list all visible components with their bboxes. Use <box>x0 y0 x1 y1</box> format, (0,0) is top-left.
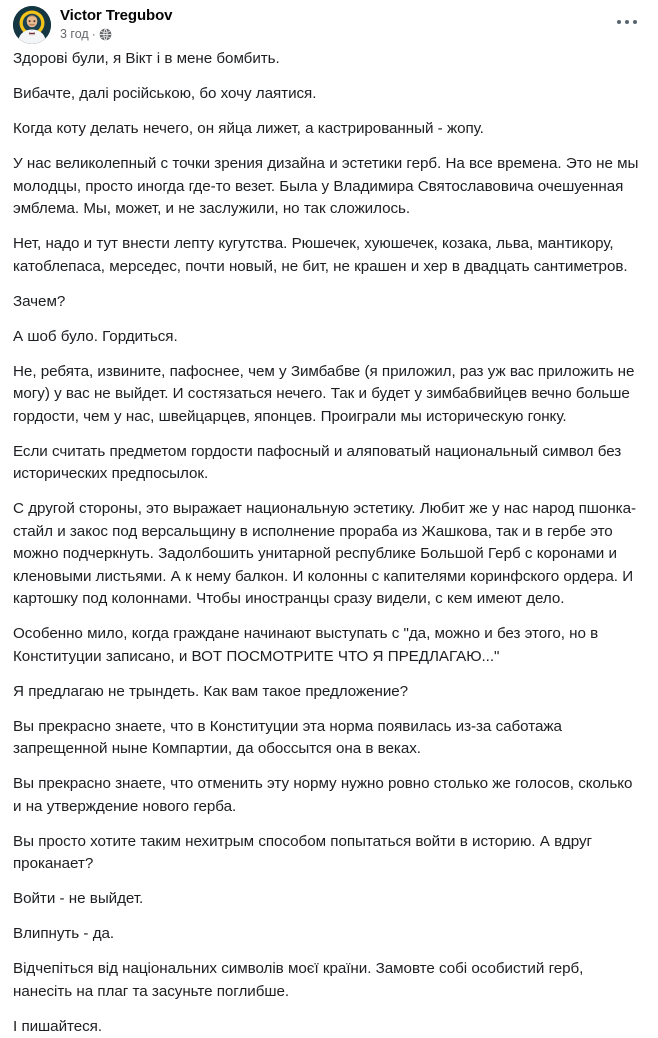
post-meta <box>60 26 172 42</box>
ellipsis-dot-3 <box>633 20 637 24</box>
post-paragraph: Когда коту делать нечего, он яйца лижет, а кастрированный - жопу. <box>13 118 644 141</box>
post-paragraph: Влипнуть - да. <box>13 923 644 946</box>
post-paragraph: Вы прекрасно знаете, что отменить эту норму нужно ровно столько же голосов, сколько и на утверждение нового герба. <box>13 773 644 818</box>
post-paragraph: Если считать предметом гордости пафосный и аляповатый национальный символ без исторических предпосылок. <box>13 441 644 486</box>
avatar-photo-icon <box>13 6 51 44</box>
author-name[interactable]: Victor Tregubov <box>60 6 172 25</box>
post-paragraph: Нет, надо и тут внести лепту кугутства. Рюшечек, хуюшечек, козака, льва, мантикору, катоблепаса, мерседес, почти новый, не бит, не крашен и хер в двадцать сантиметров. <box>13 233 644 278</box>
post-paragraph: Я предлагаю не трындеть. Как вам такое предложение? <box>13 681 644 704</box>
post-paragraph: Не, ребята, извините, пафоснее, чем у Зимбабве (я приложил, раз уж вас приложить не могу) у вас не выйдет. И состязаться нечего. Так и будет у зимбабвийцев вечно больше гордости, чем у нас, швейцарцев, японцев. Проиграли мы историческую гонку. <box>13 361 644 429</box>
ellipsis-dot-1 <box>617 20 621 24</box>
post-timestamp[interactable]: 3 год <box>60 26 89 42</box>
post-paragraph: Вы просто хотите таким нехитрым способом попытаться войти в историю. А вдруг проканает? <box>13 831 644 876</box>
post-paragraph: Вы прекрасно знаете, что в Конституции эта норма появилась из-за саботажа запрещенной ныне Компартии, да обоссытся она в веках. <box>13 716 644 761</box>
avatar[interactable] <box>13 6 51 44</box>
post-paragraph: С другой стороны, это выражает национальную эстетику. Любит же у нас народ пшонка-стайл и закос под версальщину в исполнение прораба из Жашкова, так и в гербе это можно подчеркнуть. Задолбошить унитарной республике Большой Герб с коронами и кленовыми листьями. А к нему балкон. И колонны с капителями коринфского ордера. И картошку под колоннами. Чтобы иностранцы сразу видели, с кем имеют дело. <box>13 498 644 611</box>
post-paragraph: У нас великолепный с точки зрения дизайна и эстетики герб. На все времена. Это не мы молодцы, просто иногда где-то везет. Была у Владимира Святославовича очешуенная эмблема. Мы, может, и не заслужили, но так сложилось. <box>13 153 644 221</box>
post-paragraph: Відчепіться від національних символів моєї країни. Замовте собі особистий герб, нанесіть на плаг та засуньте поглибше. <box>13 958 644 1003</box>
post-options-menu-button[interactable] <box>612 14 642 30</box>
post-header <box>0 0 658 46</box>
post-body <box>0 48 658 1038</box>
post-paragraph: Здорові були, я Вікт і в мене бомбить. <box>13 48 644 71</box>
post-paragraph: І пишайтеся. <box>13 1016 644 1038</box>
post-paragraph: Особенно мило, когда граждане начинают выступать с "да, можно и без этого, но в Конституции записано, и ВОТ ПОСМОТРИТЕ ЧТО Я ПРЕДЛАГАЮ..." <box>13 623 644 668</box>
post-header-text <box>60 5 172 42</box>
globe-icon[interactable] <box>99 28 112 41</box>
post-paragraph: Войти - не выйдет. <box>13 888 644 911</box>
post-paragraph: Вибачте, далі російською, бо хочу лаятися. <box>13 83 644 106</box>
meta-separator: · <box>92 26 96 42</box>
post-paragraph: А шоб було. Гордиться. <box>13 326 644 349</box>
post-paragraph: Зачем? <box>13 291 644 314</box>
ellipsis-dot-2 <box>625 20 629 24</box>
